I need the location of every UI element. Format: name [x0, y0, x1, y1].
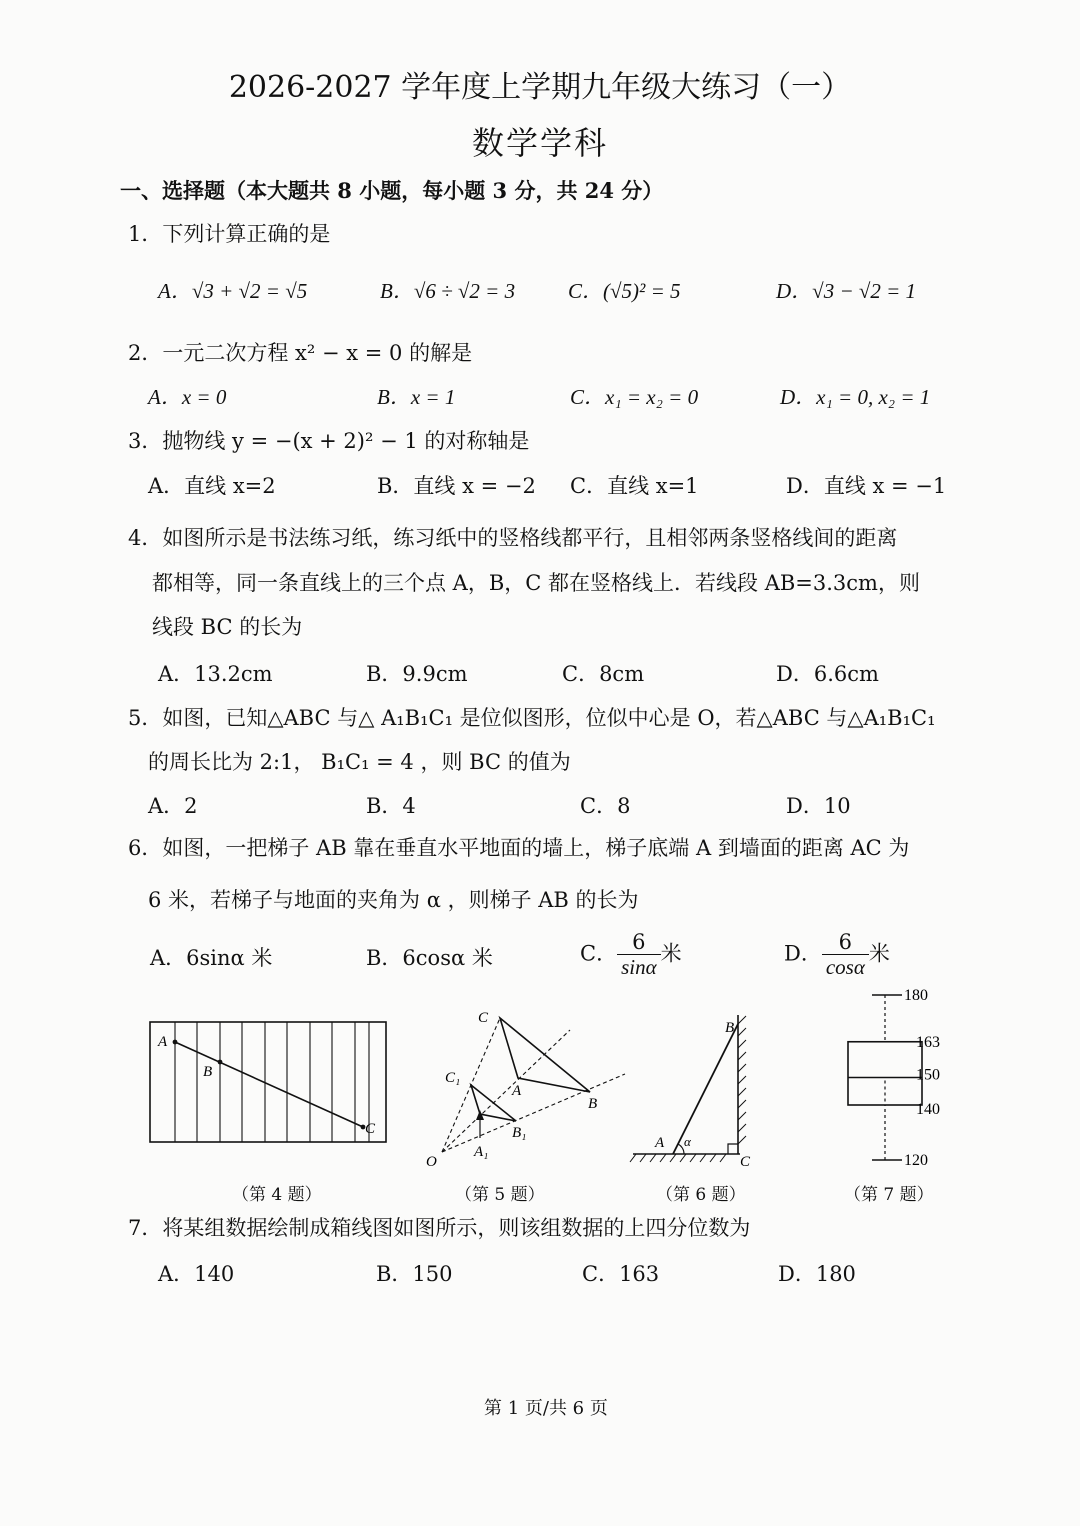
fig5-label-a: A: [512, 1083, 522, 1099]
q5-option-c: C．8: [580, 794, 631, 818]
question-6-stem-line1: 6．如图，一把梯子 AB 靠在垂直水平地面的墙上，梯子底端 A 到墙面的距离 AC 为: [128, 836, 910, 860]
fig5-triangle-a1b1c1: [471, 1085, 516, 1121]
question-5-stem-line1: 5．如图，已知△ABC 与△ A₁B₁C₁ 是位似图形，位似中心是 O，若△ABC 与△A₁B₁C₁: [128, 706, 936, 730]
fig5-label-c1: C₁: [445, 1070, 461, 1086]
q1-option-c: C．(√5)² = 5: [568, 279, 681, 303]
fig6-label-c: C: [740, 1154, 751, 1170]
fig6-ground-hatch: [630, 1154, 726, 1162]
fig4-segment-ac: [175, 1042, 363, 1127]
section-heading: 一、选择题（本大题共 8 小题，每小题 3 分，共 24 分）: [120, 178, 664, 203]
q6-d-numerator: 6: [822, 930, 869, 955]
figure-6-caption: （第 6 题）: [656, 1185, 746, 1205]
fig5-label-b1: B₁: [512, 1125, 527, 1141]
fig7-tick-140: 140: [916, 1101, 940, 1118]
question-4-stem-line3: 线段 BC 的长为: [152, 615, 303, 639]
question-6-stem-line2: 6 米，若梯子与地面的夹角为 α ，则梯子 AB 的长为: [148, 888, 639, 912]
fig4-grid-lines: [175, 1022, 369, 1142]
q6-option-c-letter: C．: [580, 941, 618, 966]
figure-7-caption: （第 7 题）: [844, 1185, 934, 1205]
q5-option-b: B．4: [366, 794, 416, 818]
q6-d-unit: 米: [868, 941, 890, 966]
figure-6-diagram: [628, 1010, 788, 1170]
fig6-right-angle-mark: [728, 1144, 738, 1154]
q3-option-b: B．直线 x = −2: [377, 474, 536, 498]
q6-option-d-fraction: [822, 930, 869, 980]
question-1-stem: 1．下列计算正确的是: [128, 222, 331, 246]
fig4-point-a: [173, 1040, 178, 1045]
figure-4-caption: （第 4 题）: [232, 1185, 322, 1205]
q3-option-c: C．直线 x=1: [570, 474, 699, 498]
fig6-label-b: B: [725, 1020, 735, 1036]
figure-5-diagram: [420, 1000, 630, 1170]
figure-7-boxplot: [840, 985, 960, 1175]
fig6-wall-hatch: [738, 1016, 746, 1144]
q3-option-a: A．直线 x=2: [148, 474, 276, 498]
fig7-tick-150: 150: [916, 1066, 940, 1084]
question-7-stem: 7．将某组数据绘制成箱线图如图所示，则该组数据的上四分位数为: [128, 1216, 751, 1240]
fig5-rays: [442, 1018, 625, 1152]
fig5-label-c: C: [478, 1010, 489, 1026]
q4-option-d: D．6.6cm: [776, 662, 879, 686]
q1-option-d: D．√3 − √2 = 1: [776, 279, 917, 303]
page-footer: 第 1 页/共 6 页: [484, 1398, 608, 1419]
fig5-label-o: O: [426, 1154, 437, 1170]
question-3-stem: 3．抛物线 y = −(x + 2)² − 1 的对称轴是: [128, 429, 530, 453]
q6-option-d: [784, 930, 890, 980]
q6-option-c: [580, 930, 682, 980]
fig4-paper-border: [150, 1022, 386, 1142]
q6-c-unit: 米: [660, 941, 682, 966]
subject-title: 数学学科: [471, 124, 608, 162]
fig7-box: [848, 1042, 922, 1105]
q2-option-d: D．x₁ = 0, x₂ = 1: [780, 385, 931, 409]
q6-d-denominator: cosα: [825, 955, 865, 979]
q7-option-c: C．163: [582, 1262, 660, 1286]
q7-option-b: B．150: [376, 1262, 453, 1286]
q5-option-a: A．2: [148, 794, 198, 818]
fig4-label-a: A: [158, 1034, 168, 1050]
figure-5-caption: （第 5 题）: [455, 1185, 545, 1205]
fig6-label-a: A: [655, 1135, 665, 1151]
fig7-tick-163: 163: [916, 1033, 940, 1051]
exam-title: 2026-2027 学年度上学期九年级大练习（一）: [228, 70, 852, 105]
fig4-point-b: [218, 1060, 223, 1065]
q1-option-a: A．√3 + √2 = √5: [158, 279, 308, 303]
q5-option-d: D．10: [786, 794, 851, 818]
fig5-triangle-abc: [500, 1018, 590, 1092]
fig5-label-a1: A₁: [474, 1144, 489, 1160]
q6-option-b: B．6cosα 米: [366, 946, 493, 970]
q2-option-a: A．x = 0: [148, 385, 227, 409]
q4-option-a: A．13.2cm: [158, 662, 273, 686]
q4-option-b: B．9.9cm: [366, 662, 468, 686]
question-2-stem: 2．一元二次方程 x² − x = 0 的解是: [128, 341, 473, 365]
fig7-tick-120: 120: [904, 1152, 928, 1169]
fig4-label-b: B: [203, 1064, 213, 1080]
fig6-ladder-ab: [673, 1024, 738, 1154]
q6-c-numerator: 6: [617, 930, 661, 955]
q4-option-c: C．8cm: [562, 662, 645, 686]
fig5-label-b: B: [588, 1096, 598, 1112]
q6-option-c-fraction: [617, 930, 661, 980]
q7-option-d: D．180: [778, 1262, 856, 1286]
q6-option-a: A．6sinα 米: [150, 946, 273, 970]
q2-option-c: C．x₁ = x₂ = 0: [570, 385, 699, 409]
q6-option-d-letter: D．: [784, 941, 822, 966]
fig4-label-c: C: [365, 1121, 376, 1137]
q6-c-denominator: sinα: [621, 955, 657, 979]
fig7-tick-180: 180: [904, 987, 928, 1004]
question-4-stem-line1: 4．如图所示是书法练习纸，练习纸中的竖格线都平行，且相邻两条竖格线间的距离: [128, 526, 898, 550]
q3-option-d: D．直线 x = −1: [786, 474, 947, 498]
question-5-stem-line2: 的周长比为 2:1， B₁C₁ = 4 ，则 BC 的值为: [148, 750, 571, 774]
fig6-label-alpha: α: [684, 1134, 691, 1149]
figure-4-diagram: [145, 1015, 395, 1150]
q1-option-b: B．√6 ÷ √2 = 3: [380, 279, 516, 303]
question-4-stem-line2: 都相等，同一条直线上的三个点 A，B，C 都在竖格线上．若线段 AB=3.3cm，则: [152, 571, 920, 595]
q7-option-a: A．140: [158, 1262, 235, 1286]
q2-option-b: B．x = 1: [377, 385, 456, 409]
